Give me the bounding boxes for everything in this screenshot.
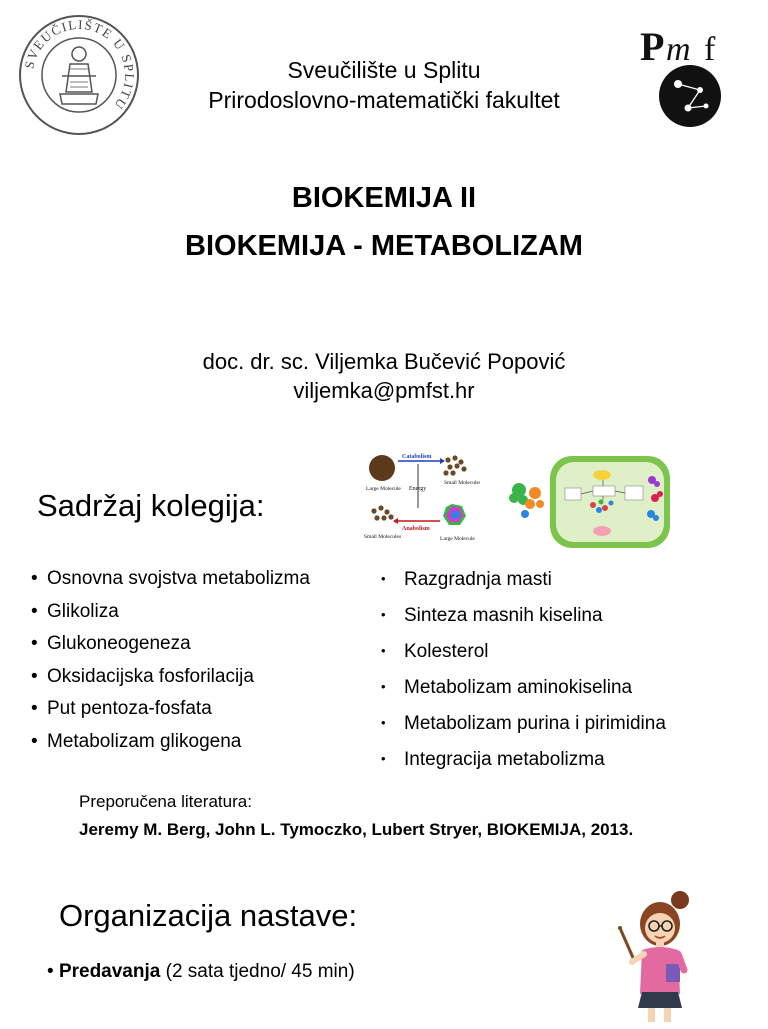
list-item: • Integracija metabolizma	[381, 741, 666, 777]
metabolism-diagram	[360, 448, 480, 548]
svg-text:m: m	[666, 31, 691, 68]
faculty-name: Prirodoslovno-matematički fakultet	[208, 87, 560, 113]
lecturer-name: doc. dr. sc. Viljemka Bučević Popović	[202, 349, 566, 374]
svg-text:SVEUČILIŠTE U SPLITU: SVEUČILIŠTE U SPLITU	[21, 16, 138, 114]
svg-text:f: f	[704, 31, 716, 68]
course-title: BIOKEMIJA II	[291, 182, 477, 214]
organization-item-lectures	[47, 961, 355, 983]
organization-item-detail: (2 sata tjedno/ 45 min)	[160, 961, 355, 982]
list-item: • Sinteza masnih kiselina	[381, 597, 666, 633]
content-list-right	[381, 561, 666, 777]
literature-reference: Jeremy M. Berg, John L. Tymoczko, Lubert Stryer, BIOKEMIJA, 2013.	[79, 820, 634, 839]
catabolism-label: Catabolism	[402, 454, 432, 460]
list-item: • Metabolizam glikogena	[31, 726, 310, 759]
list-item: • Oksidacijska fosforilacija	[31, 661, 310, 694]
list-item: • Glukoneogeneza	[31, 628, 310, 661]
svg-text:P: P	[640, 24, 665, 69]
energy-label: Energy	[409, 486, 427, 492]
course-subtitle: BIOKEMIJA - METABOLIZAM	[185, 230, 583, 262]
list-item: • Kolesterol	[381, 633, 666, 669]
anabolism-label: Anabolism	[402, 526, 430, 532]
content-list-left	[31, 563, 310, 758]
organization-heading: Organizacija nastave:	[59, 898, 358, 933]
list-item: • Metabolizam aminokiselina	[381, 669, 666, 705]
large-molecule-label-2: Large Molecule	[440, 536, 475, 542]
small-molecules-label-2: Small Molecules	[364, 534, 402, 540]
list-item: • Razgradnja masti	[381, 561, 666, 597]
small-molecules-label: Small Molecules	[444, 480, 480, 486]
large-molecule-label: Large Molecule	[366, 486, 401, 492]
teacher-illustration	[612, 888, 702, 1024]
literature-label: Preporučena literatura:	[79, 792, 252, 811]
list-item: • Put pentoza-fosfata	[31, 693, 310, 726]
cell-pathways-diagram	[505, 448, 675, 550]
list-item: • Osnovna svojstva metabolizma	[31, 563, 310, 596]
content-heading: Sadržaj kolegija:	[37, 488, 265, 523]
list-item: • Metabolizam purina i pirimidina	[381, 705, 666, 741]
lecturer-email: viljemka@pmfst.hr	[293, 378, 475, 403]
list-item: • Glikoliza	[31, 596, 310, 629]
university-name: Sveučilište u Splitu	[287, 57, 481, 83]
organization-item-label: Predavanja	[58, 961, 161, 982]
